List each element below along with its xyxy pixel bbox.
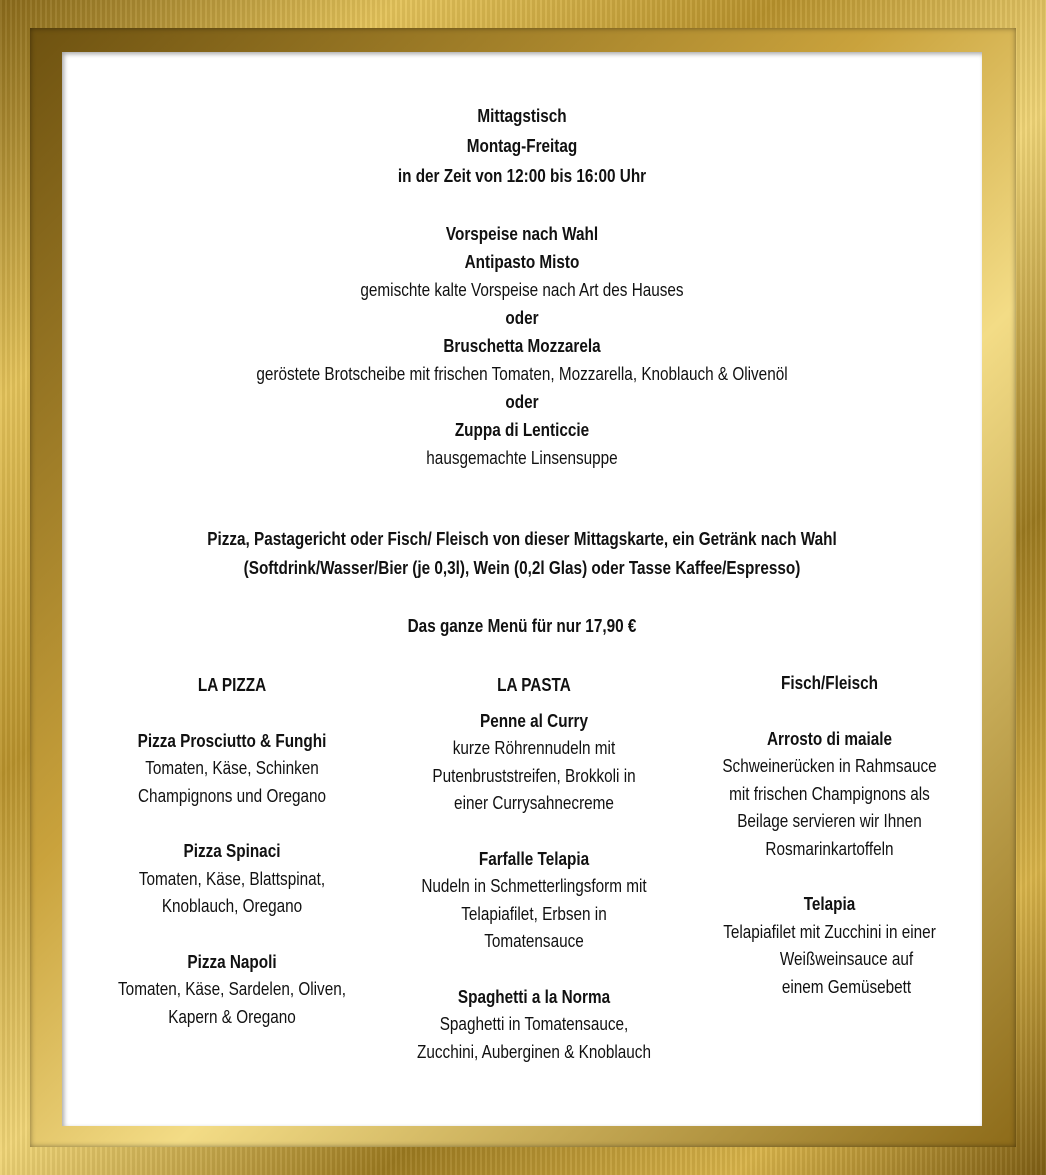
fish-item-name: Telapia <box>803 894 856 914</box>
pasta-item-desc: Nudeln in Schmetterlingsform mit <box>421 876 647 896</box>
starter-separator: oder <box>505 392 539 412</box>
menu-header <box>62 102 982 190</box>
pizza-item-desc: Champignons und Oregano <box>138 785 326 806</box>
starters-heading: Vorspeise nach Wahl <box>445 224 599 244</box>
starter-name: Bruschetta Mozzarela <box>443 336 601 356</box>
fish-item-desc: Beilage servieren wir Ihnen <box>737 811 922 831</box>
pasta-item-desc: Zucchini, Auberginen & Knoblauch <box>417 1041 651 1062</box>
starter-name: Antipasto Misto <box>464 252 580 272</box>
menu-price <box>62 612 982 640</box>
pasta-column <box>382 672 686 1066</box>
pizza-item-desc: Kapern & Oregano <box>168 1006 296 1027</box>
pasta-item-name: Spaghetti a la Norma <box>457 986 611 1007</box>
fish-item-desc: Weißweinsauce auf <box>779 949 914 969</box>
fish-item-desc: einem Gemüsebett <box>781 976 912 997</box>
pasta-item-name: Penne al Curry <box>479 710 588 731</box>
starter-desc: geröstete Brotscheibe mit frischen Tomaten, Mozzarella, Knoblauch & Olivenöl <box>256 364 788 384</box>
pasta-item-desc: einer Currysahnecreme <box>454 793 614 813</box>
pizza-item-name: Pizza Napoli <box>187 951 277 972</box>
pizza-item-desc: Tomaten, Käse, Schinken <box>145 758 319 778</box>
pasta-item-desc: Spaghetti in Tomatensauce, <box>439 1014 629 1034</box>
starter-name: Zuppa di Lenticcie <box>454 420 590 440</box>
menu-sheet <box>62 52 982 1126</box>
pasta-heading: LA PASTA <box>497 675 571 695</box>
fish-column <box>682 670 977 1001</box>
fish-item-desc: mit frischen Champignons als <box>729 783 930 804</box>
fish-item-name: Arrosto di maiale <box>766 728 892 749</box>
pasta-item-name: Farfalle Telapia <box>478 848 590 869</box>
price-text: Das ganze Menü für nur 17,90 € <box>407 616 637 636</box>
fish-heading: Fisch/Fleisch <box>781 673 878 693</box>
pasta-item-desc: kurze Röhrennudeln mit <box>452 738 616 758</box>
menu-info <box>62 524 982 582</box>
info-line-1: Pizza, Pastagericht oder Fisch/ Fleisch von dieser Mittagskarte, ein Getränk nach Wahl <box>207 529 837 549</box>
menu-hours: in der Zeit von 12:00 bis 16:00 Uhr <box>397 166 647 186</box>
pizza-item-desc: Tomaten, Käse, Blattspinat, <box>138 868 326 889</box>
pizza-item-desc: Knoblauch, Oregano <box>161 896 303 916</box>
pizza-item-desc: Tomaten, Käse, Sardelen, Oliven, <box>118 979 346 999</box>
pizza-item-name: Pizza Spinaci <box>183 841 281 861</box>
fish-item-desc: Schweinerücken in Rahmsauce <box>722 756 937 776</box>
pasta-item-desc: Tomatensauce <box>484 931 584 951</box>
pasta-item-desc: Telapiafilet, Erbsen in <box>461 903 607 924</box>
menu-title: Mittagstisch <box>477 106 567 126</box>
pizza-column <box>82 672 382 1031</box>
fish-item-desc: Rosmarinkartoffeln <box>765 838 894 859</box>
fish-item-desc: Telapiafilet mit Zucchini in einer <box>723 921 936 942</box>
pizza-heading: LA PIZZA <box>197 675 267 695</box>
info-line-2: (Softdrink/Wasser/Bier (je 0,3l), Wein (0,2l Glas) oder Tasse Kaffee/Espresso) <box>243 558 801 578</box>
pasta-item-desc: Putenbruststreifen, Brokkoli in <box>432 765 636 786</box>
starters-section <box>62 220 982 472</box>
menu-days: Montag-Freitag <box>466 136 578 156</box>
starter-desc: gemischte kalte Vorspeise nach Art des Hauses <box>360 280 684 300</box>
starter-separator: oder <box>505 308 539 328</box>
pizza-item-name: Pizza Prosciutto & Funghi <box>137 730 327 751</box>
starter-desc: hausgemachte Linsensuppe <box>426 448 618 468</box>
